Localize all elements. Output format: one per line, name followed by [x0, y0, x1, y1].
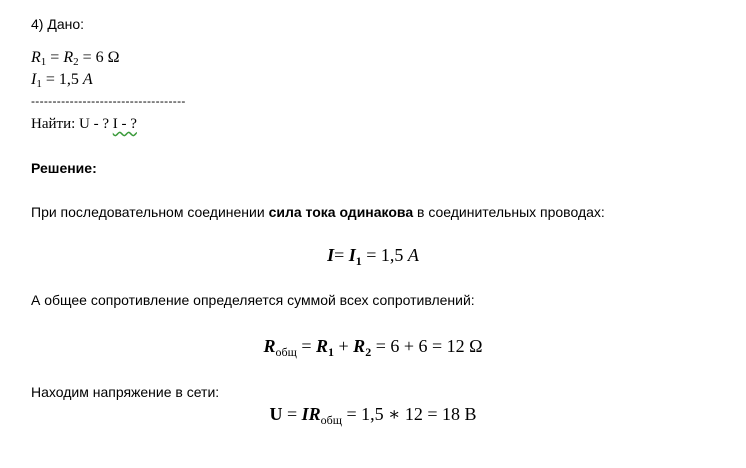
r2-symbol: R — [63, 49, 74, 66]
find-line: Найти: U - ? I - ? — [31, 116, 137, 132]
formula-total-resistance: $R_{общ} = R_1 + R_2 = 6 + 6 = 12$ Ω — [263, 336, 483, 359]
paragraph-voltage: Находим напряжение в сети: — [31, 384, 220, 400]
given-resistance-line: $R_1 = R_2 = 6$ Ω — [31, 49, 120, 68]
i1-symbol: I — [31, 71, 37, 88]
paragraph-series-connection: При последовательном соединении сила тока одинакова в соединительных проводах: — [31, 204, 605, 220]
spellcheck-underlined-text: I - ? — [112, 116, 137, 132]
formula-current: $I= I_1 = 1,5$ A — [327, 245, 419, 268]
separator-line: ------------------------------------ — [31, 94, 186, 108]
task-number-label: 4) Дано: — [31, 16, 85, 32]
solution-title: Решение: — [31, 160, 97, 176]
formula-voltage: $U = IR_{общ} = 1,5$ ∗ 12 = 18 В — [269, 404, 477, 427]
given-current-line: $I_1 = 1,5$ A — [31, 71, 93, 90]
r1-symbol: R — [31, 49, 41, 66]
paragraph-total-resistance: А общее сопротивление определяется суммой всех сопротивлений: — [31, 292, 475, 308]
